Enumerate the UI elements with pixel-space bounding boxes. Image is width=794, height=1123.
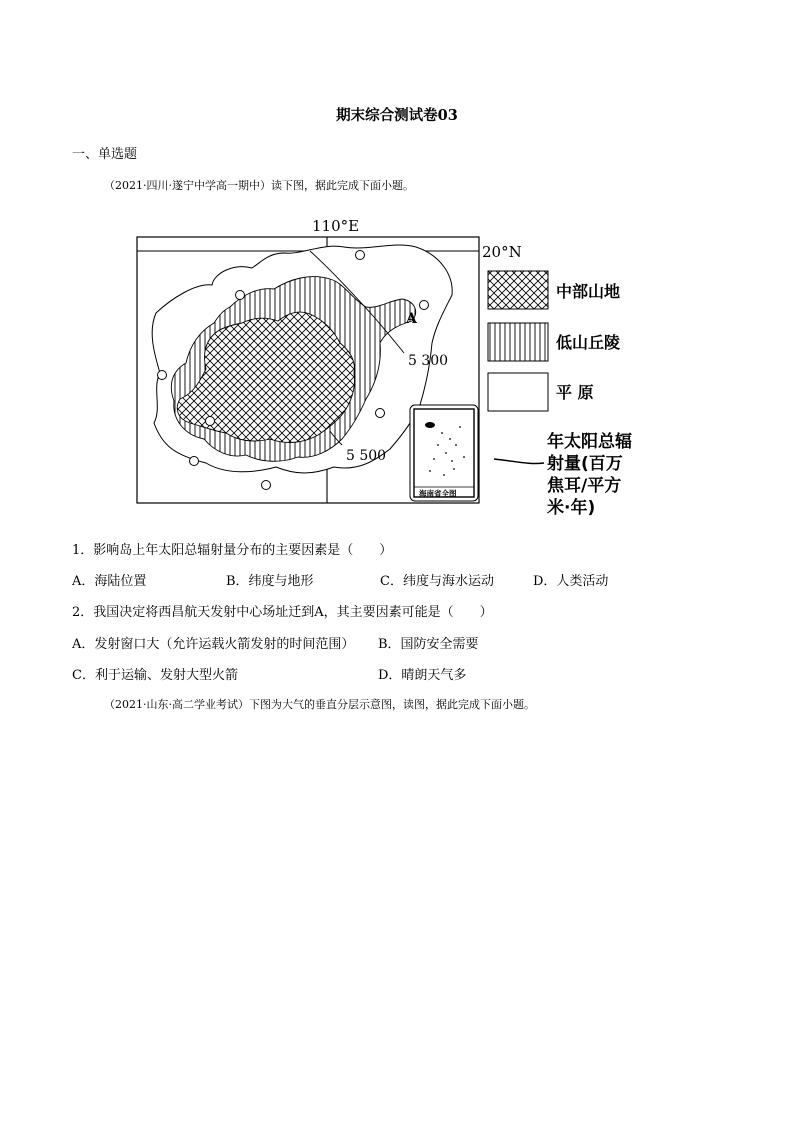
isoline-5500-label: 5 500 bbox=[346, 448, 387, 464]
legend-swatch-plain bbox=[488, 373, 548, 411]
intro-text-2: （2021·山东·高二学业考试）下图为大气的垂直分层示意图，读图，据此完成下面小题。 bbox=[104, 698, 535, 711]
q1-option-c: C．纬度与海水运动 bbox=[380, 574, 494, 589]
q2-option-a: A．发射窗口大（允许运载火箭发射的时间范围） bbox=[72, 637, 355, 652]
radiation-label-line3: 焦耳/平方 bbox=[547, 476, 622, 496]
station-marker bbox=[206, 417, 215, 426]
longitude-label: 110°E bbox=[312, 217, 360, 235]
q2-option-d: D．晴朗天气多 bbox=[378, 668, 467, 683]
radiation-legend-line bbox=[494, 459, 544, 464]
q2-option-c: C．利于运输、发射大型火箭 bbox=[72, 668, 238, 683]
inset-island bbox=[425, 422, 435, 428]
page-title: 期末综合测试卷03 bbox=[336, 107, 458, 124]
station-marker bbox=[236, 291, 245, 300]
legend-label-hills: 低山丘陵 bbox=[556, 333, 621, 352]
legend-swatch-hills bbox=[488, 323, 548, 361]
question-2-stem: 2．我国决定将西昌航天发射中心场址迁到A，其主要因素可能是（ ） bbox=[72, 605, 493, 620]
station-marker bbox=[158, 371, 167, 380]
legend-swatch-mountain bbox=[488, 271, 548, 309]
latitude-label: 20°N bbox=[482, 243, 522, 261]
radiation-label-line4: 米·年) bbox=[547, 498, 596, 518]
hainan-map-figure bbox=[134, 213, 674, 523]
point-a-label: A bbox=[406, 311, 417, 327]
station-marker bbox=[356, 251, 365, 260]
legend-label-mountain: 中部山地 bbox=[556, 282, 621, 301]
intro-text-1: （2021·四川·遂宁中学高一期中）读下图，据此完成下面小题。 bbox=[104, 179, 414, 192]
inset-map bbox=[410, 405, 478, 501]
q1-option-b: B．纬度与地形 bbox=[226, 574, 314, 589]
q1-option-a: A．海陆位置 bbox=[72, 574, 147, 589]
legend-label-plain: 平 原 bbox=[556, 383, 594, 402]
radiation-label-line1: 年太阳总辐 bbox=[547, 432, 632, 452]
question-1-stem: 1．影响岛上年太阳总辐射量分布的主要因素是（ ） bbox=[72, 543, 393, 558]
q1-option-d: D．人类活动 bbox=[533, 574, 609, 589]
station-marker bbox=[262, 481, 271, 490]
section-heading: 一、单选题 bbox=[72, 147, 138, 162]
station-marker bbox=[376, 409, 385, 418]
inset-caption: 海南省全图 bbox=[419, 489, 457, 498]
radiation-label-line2: 射量(百万 bbox=[547, 454, 623, 474]
q2-option-b: B．国防安全需要 bbox=[378, 637, 479, 652]
station-marker bbox=[420, 301, 429, 310]
station-marker bbox=[190, 457, 199, 466]
isoline-5300-label: 5 300 bbox=[408, 353, 449, 369]
